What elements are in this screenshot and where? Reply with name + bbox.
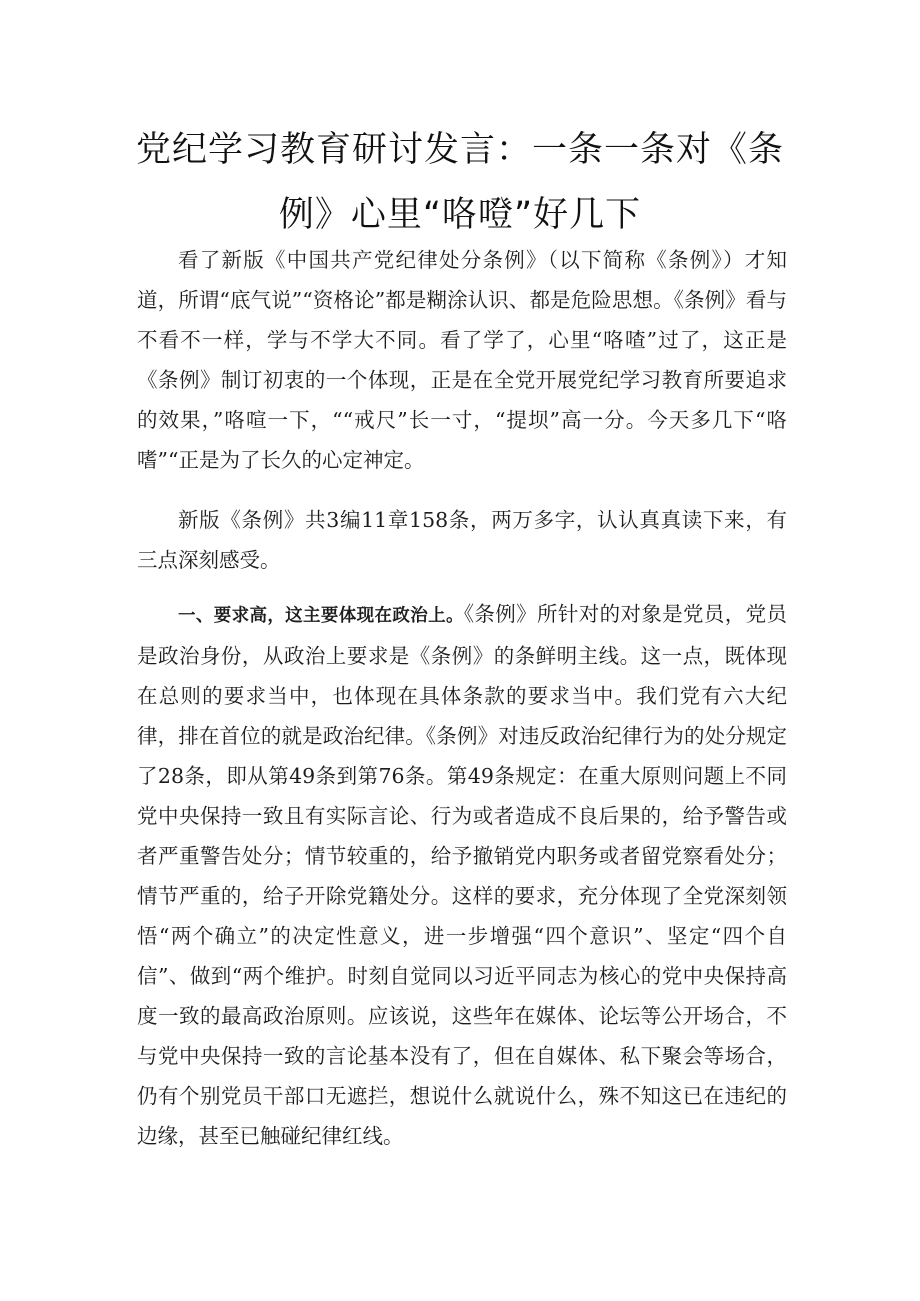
document-title-line-1: 党纪学习教育研讨发言：一条一条对《条	[135, 130, 784, 170]
paragraph-intro: 看了新版《中国共产党纪律处分条例》（以下简称《条例》）才知道，所谓“底气说”“资格论”都是糊涂认识、都是危险思想。《条例》看与不看不一样，学与不学大不同。看了学了，心里“咯喳”过了，这正是《条例》制订初衷的一个体现，正是在全党开展党纪学习教育所要追求的效果，”咯喧一下，““戒尺”长一寸，“提坝”高一分。今天多几下“咯嗜”“正是为了长久的心定神定。	[137, 248, 787, 472]
document-title-line-2: 例》心里“咯噔”好几下	[278, 195, 642, 235]
paragraph-overview: 新版《条例》共3编11章158条，两万多字，认认真真读下来，有三点深刻感受。	[137, 508, 787, 572]
paragraph-point-one	[137, 594, 787, 1156]
point-one-body: 《条例》所针对的对象是党员，党员是政治身份，从政治上要求是《条例》的条鲜明主线。这一点，既体现在总则的要求当中，也体现在具体条款的要求当中。我们党有六大纪律，排在首位的就是政治纪律。《条例》对违反政治纪律行为的处分规定了28条，即从第49条到第76条。第49条规定：在重大原则问题上不同党中央保持一致且有实际言论、行为或者造成不良后果的，给予警告或者严重警告处分；情节较重的，给予撤销党内职务或者留党察看处分；情节严重的，给子开除党籍处分。这样的要求，充分体现了全党深刻领悟“两个确立”的决定性意义，进一步增强“四个意识”、坚定“四个自信”、做到“两个维护。时刻自觉同以习近平同志为核心的党中央保持高度一致的最高政治原则。应该说，这些年在媒体、论坛等公开场合，不与党中央保持一致的言论基本没有了，但在自媒体、私下聚会等场合，仍有个别党员干部口无遮拦，想说什么就说什么，殊不知这已在违纪的边缘，甚至已触碰纪律红线。	[137, 602, 788, 1148]
point-one-heading: 一、要求高，这主要体现在政治上。	[178, 606, 464, 626]
